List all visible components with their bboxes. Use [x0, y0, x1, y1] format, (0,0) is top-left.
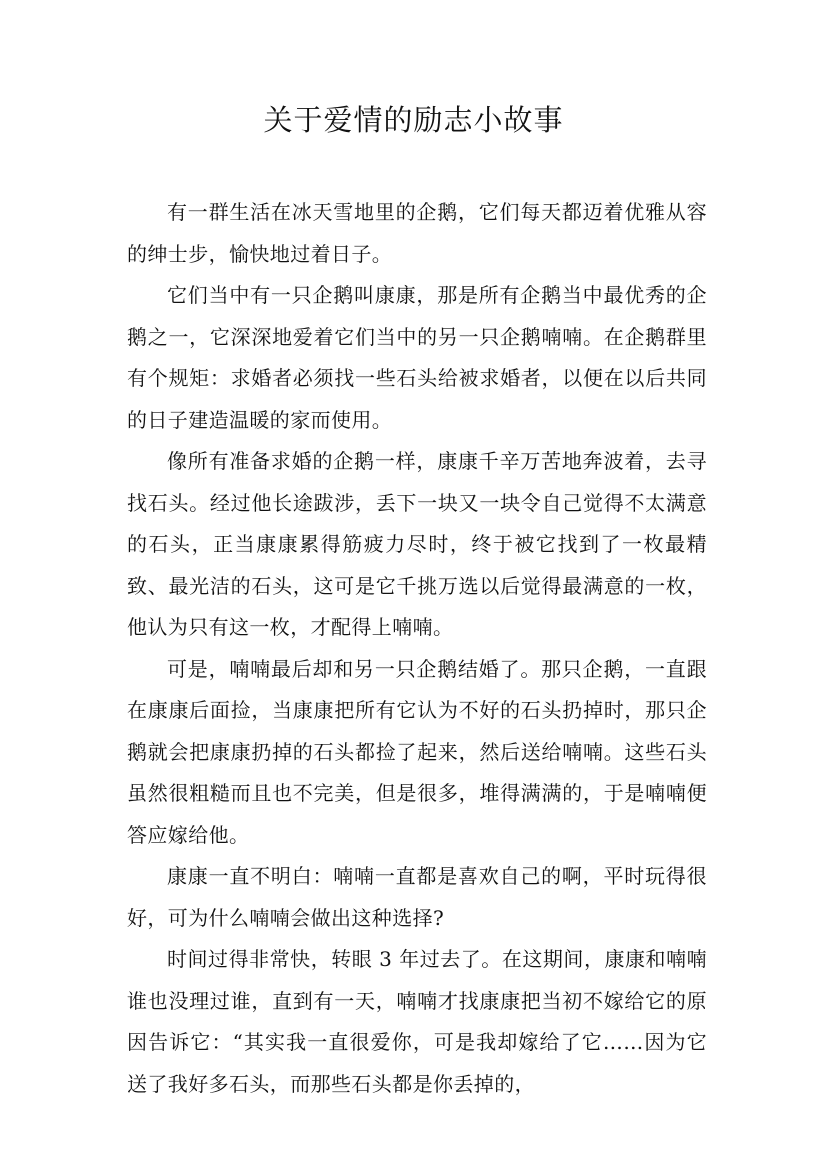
document-body — [127, 192, 707, 1105]
paragraph: 有一群生活在冰天雪地里的企鹅，它们每天都迈着优雅从容的绅士步，愉快地过着日子。 — [127, 200, 707, 266]
paragraph: 康康一直不明白：喃喃一直都是喜欢自己的啊，平时玩得很好，可为什么喃喃会做出这种选择? — [127, 864, 707, 930]
document-title: 关于爱情的励志小故事 — [263, 103, 564, 137]
paragraph: 像所有准备求婚的企鹅一样，康康千辛万苦地奔波着，去寻找石头。经过他长途跋涉，丢下一块又一块令自己觉得不太满意的石头，正当康康累得筋疲力尽时，终于被它找到了一枚最精致、最光洁的石头，这可是它千挑万选以后觉得最满意的一枚，他认为只有这一枚，才配得上喃喃。 — [127, 449, 707, 639]
paragraph: 可是，喃喃最后却和另一只企鹅结婚了。那只企鹅，一直跟在康康后面捡，当康康把所有它认为不好的石头扔掉时，那只企鹅就会把康康扔掉的石头都捡了起来，然后送给喃喃。这些石头虽然很粗糙而且也不完美，但是很多，堆得满满的，于是喃喃便答应嫁给他。 — [127, 656, 707, 847]
paragraph: 它们当中有一只企鹅叫康康，那是所有企鹅当中最优秀的企鹅之一，它深深地爱着它们当中的另一只企鹅喃喃。在企鹅群里有个规矩：求婚者必须找一些石头给被求婚者，以便在以后共同的日子建造温暖的家而使用。 — [127, 283, 707, 432]
paragraph: 时间过得非常快，转眼 3 年过去了。在这期间，康康和喃喃谁也没理过谁，直到有一天，喃喃才找康康把当初不嫁给它的原因告诉它：“其实我一直很爱你，可是我却嫁给了它……因为它送了我好多石头，而那些石头都是你丢掉的， — [127, 947, 707, 1096]
